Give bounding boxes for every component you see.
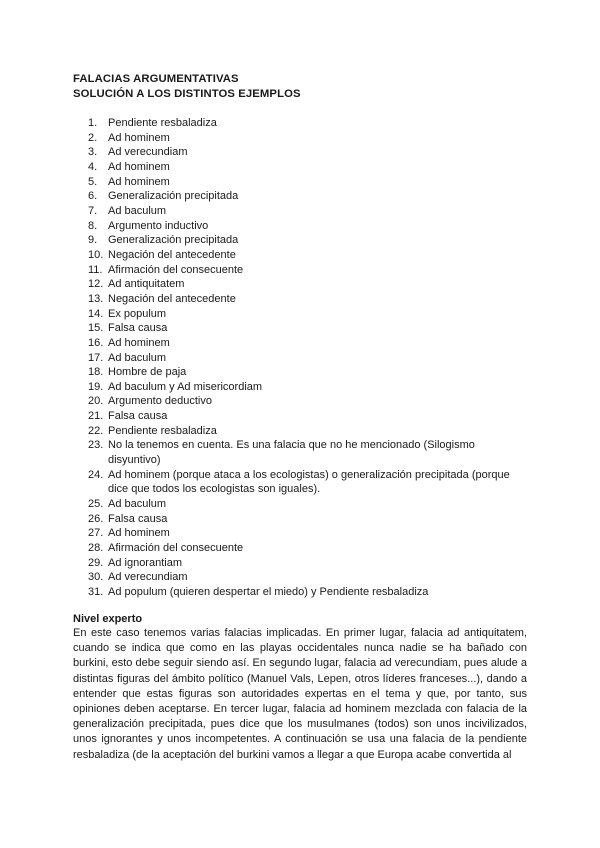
answer-text: Ad verecundiam xyxy=(108,571,188,584)
answer-text: Ex populum xyxy=(108,307,167,320)
answer-item xyxy=(88,336,528,351)
answer-item xyxy=(88,248,528,263)
answer-text: Falsa causa xyxy=(108,410,168,423)
answer-number: 10. xyxy=(88,248,104,261)
answer-item xyxy=(88,189,528,204)
answer-item xyxy=(88,351,528,366)
answer-number: 14. xyxy=(88,307,104,320)
answer-item xyxy=(88,175,528,190)
answer-number: 2. xyxy=(88,131,98,144)
answer-item xyxy=(88,292,528,307)
answer-number: 7. xyxy=(88,204,98,217)
answer-text: Ad hominem xyxy=(108,527,170,540)
answer-number: 15. xyxy=(88,322,104,335)
answer-text: Ad verecundiam xyxy=(108,146,188,159)
answer-text: Ad hominem xyxy=(108,131,170,144)
answer-item xyxy=(88,365,528,380)
answer-text: Ad hominem xyxy=(108,160,170,173)
answer-item xyxy=(88,233,528,248)
answer-item xyxy=(88,556,528,571)
answer-text: Negación del antecedente xyxy=(108,292,236,305)
answer-item xyxy=(88,468,528,497)
answer-number: 11. xyxy=(88,263,103,276)
answer-text: Pendiente resbaladiza xyxy=(108,424,217,437)
answer-number: 18. xyxy=(88,366,104,379)
answer-item xyxy=(88,526,528,541)
answer-number: 28. xyxy=(88,542,104,555)
answer-text: Ad baculum xyxy=(108,498,167,511)
answer-item xyxy=(88,219,528,234)
answer-item xyxy=(88,497,528,512)
answer-number: 22. xyxy=(88,424,104,437)
answer-number: 6. xyxy=(88,190,98,203)
answer-item xyxy=(88,263,528,278)
answer-text: Ad antiquitatem xyxy=(108,278,185,291)
answer-number: 26. xyxy=(88,512,104,525)
answer-text: Ad populum (quieren despertar el miedo) y Pendiente resbaladiza xyxy=(108,586,429,598)
answer-number: 20. xyxy=(88,395,104,408)
expert-level-heading: Nivel experto xyxy=(73,613,143,625)
answer-item xyxy=(88,116,528,131)
answer-item xyxy=(88,307,528,322)
answer-number: 19. xyxy=(88,380,104,393)
answer-item xyxy=(88,204,528,219)
answer-number: 30. xyxy=(88,571,104,584)
answer-text: Generalización precipitada xyxy=(108,190,239,203)
answer-item xyxy=(88,145,528,160)
answer-text: Ad hominem xyxy=(108,175,170,188)
answer-text: Argumento inductivo xyxy=(108,219,209,232)
answer-item xyxy=(88,160,528,175)
answer-text: Afirmación del consecuente xyxy=(108,263,244,276)
answer-text: Argumento deductivo xyxy=(108,395,212,408)
answer-item xyxy=(88,541,528,556)
answer-number: 8. xyxy=(88,219,98,232)
answer-text: Ad hominem xyxy=(108,336,170,349)
answer-text: Ad hominem (porque ataca a los ecologistas) o generalización precipitada (porque dice que todos los ecologistas son iguales). xyxy=(108,468,510,496)
title-line-2: SOLUCIÓN A LOS DISTINTOS EJEMPLOS xyxy=(73,88,301,100)
answer-number: 24. xyxy=(88,468,104,481)
answer-text: Afirmación del consecuente xyxy=(108,542,244,555)
answer-text: No la tenemos en cuenta. Es una falacia que no he mencionado (Silogismo disyuntivo) xyxy=(108,439,475,467)
answer-number: 5. xyxy=(88,175,98,188)
answer-text: Falsa causa xyxy=(108,512,168,525)
answer-item xyxy=(88,585,528,600)
answer-text: Negación del antecedente xyxy=(108,248,236,261)
answer-number: 31. xyxy=(88,586,104,598)
answer-number: 27. xyxy=(88,527,104,540)
answer-item xyxy=(88,424,528,439)
answer-number: 16. xyxy=(88,336,104,349)
answer-number: 3. xyxy=(88,146,98,159)
answer-item xyxy=(88,409,528,424)
answer-text: Ad baculum xyxy=(108,204,167,217)
answer-text: Pendiente resbaladiza xyxy=(108,117,217,129)
answer-number: 13. xyxy=(88,292,104,305)
expert-level-paragraph: En este caso tenemos varias falacias implicadas. En primer lugar, falacia ad antiquitatem, cuando se indica que como en las playas occidentales nunca nadie se ha bañado con burkini, esto debe seguir siendo así. En segundo lugar, falacia ad verecundiam, pues alude a distintas figuras del ámbito político (Manuel Vals, Lepen, otros líderes franceses...), dando a entender que estas figuras son autoridades expertas en el tema y que, por tanto, sus opiniones deben aceptarse. En tercer lugar, falacia ad hominem mezclada con falacia de la generalización precipitada, pues dice que los musulmanes (todos) son unos incivilizados, unos ignorantes y unos incompetentes. A continuación se usa una falacia de la pendiente resbaladiza (de la aceptación del burkini vamos a llegar a que Europa acabe convertida al xyxy=(73,627,527,761)
answer-text: Ad baculum y Ad misericordiam xyxy=(108,380,263,393)
answer-number: 9. xyxy=(88,234,98,247)
answer-item xyxy=(88,394,528,409)
answers-list xyxy=(88,116,528,600)
answer-item xyxy=(88,380,528,395)
answer-text: Ad ignorantiam xyxy=(108,556,182,569)
answer-number: 25. xyxy=(88,498,104,511)
answer-item xyxy=(88,438,528,467)
answer-text: Falsa causa xyxy=(108,322,168,335)
answer-text: Generalización precipitada xyxy=(108,234,239,247)
answer-number: 29. xyxy=(88,556,104,569)
answer-text: Ad baculum xyxy=(108,351,167,364)
answer-number: 21. xyxy=(88,410,104,423)
answer-item xyxy=(88,131,528,146)
answer-item xyxy=(88,321,528,336)
answer-number: 12. xyxy=(88,278,104,291)
answer-text: Hombre de paja xyxy=(108,366,187,379)
document-title xyxy=(73,72,301,102)
answer-item xyxy=(88,512,528,527)
answer-number: 1. xyxy=(88,117,98,129)
answer-item xyxy=(88,277,528,292)
answer-item xyxy=(88,570,528,585)
title-line-1: FALACIAS ARGUMENTATIVAS xyxy=(73,73,239,85)
answer-number: 17. xyxy=(88,351,104,364)
answer-number: 23. xyxy=(88,439,104,452)
answer-number: 4. xyxy=(88,160,98,173)
